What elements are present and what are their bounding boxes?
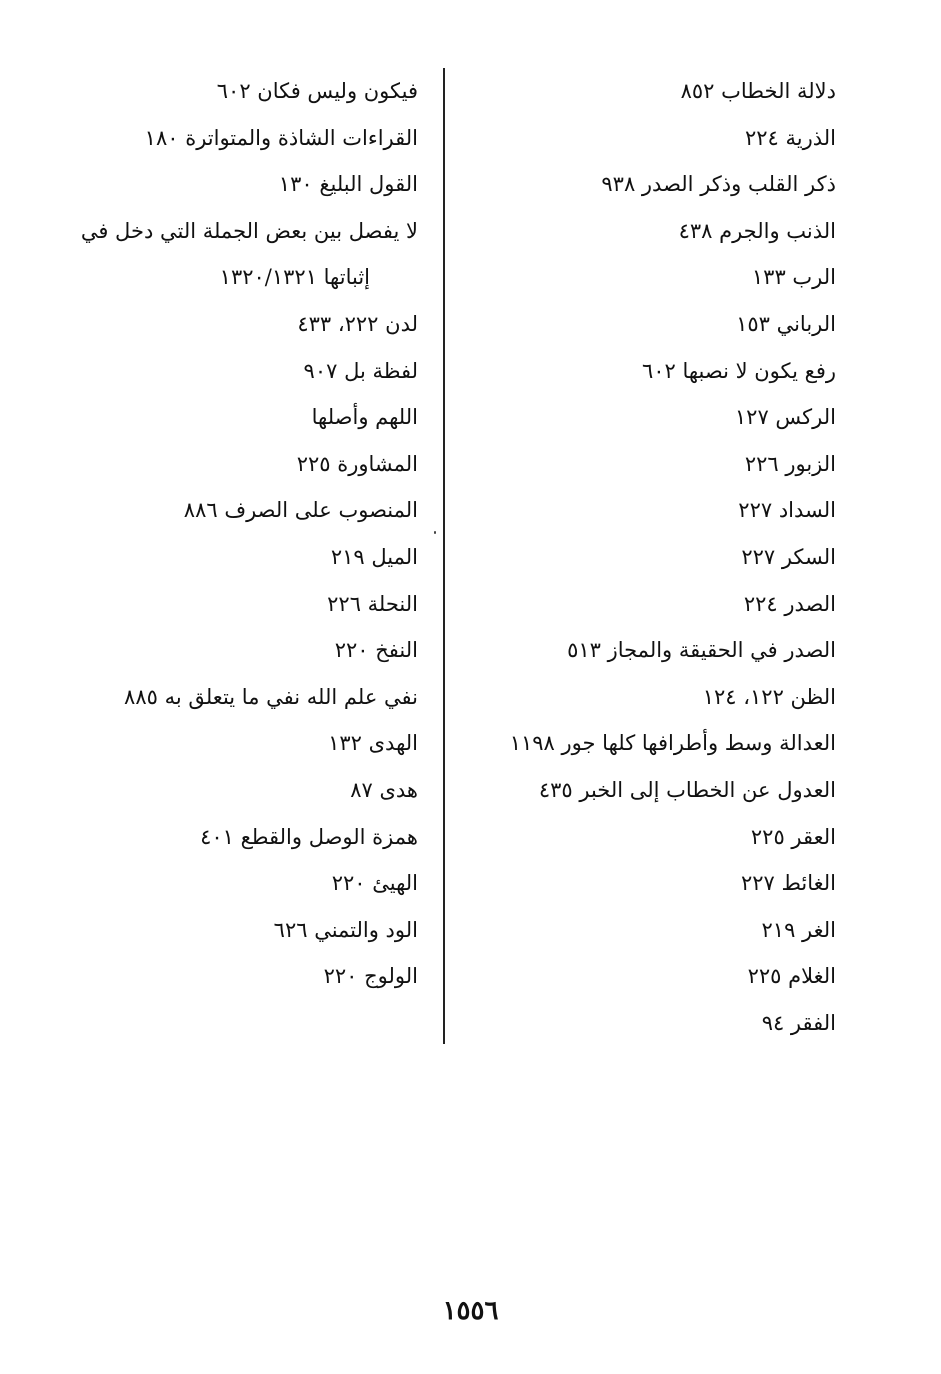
index-entry: الغائط ٢٢٧ (740, 871, 836, 896)
index-entry: اللهم وأصلها (311, 405, 418, 430)
index-entry: المشاورة ٢٢٥ (296, 451, 418, 476)
index-entry: السداد ٢٢٧ (738, 498, 836, 523)
index-entry: الذرية ٢٢٤ (744, 125, 836, 150)
index-entry: ذكر القلب وذكر الصدر ٩٣٨ (601, 172, 836, 197)
index-entry: الغر ٢١٩ (761, 917, 836, 942)
index-entry: الصدر في الحقيقة والمجاز ٥١٣ (567, 638, 836, 663)
index-entry: الظن ١٢٢، ١٢٤ (702, 684, 836, 709)
index-entry: القول البليغ ١٣٠ (278, 172, 418, 197)
index-entry: هدى ٨٧ (350, 777, 418, 802)
index-entry: الولوج ٢٢٠ (323, 964, 418, 989)
index-entry: النفخ ٢٢٠ (334, 638, 418, 663)
index-entry: السكر ٢٢٧ (741, 544, 836, 569)
index-column-left (38, 68, 418, 1000)
scan-speck (434, 531, 436, 534)
index-entry: الهيئ ٢٢٠ (331, 871, 418, 896)
index-entry: المنصوب على الصرف ٨٨٦ (183, 498, 418, 523)
index-entry: القراءات الشاذة والمتواترة ١٨٠ (144, 125, 418, 150)
index-entry: الميل ٢١٩ (330, 544, 418, 569)
index-entry: الرب ١٣٣ (751, 265, 836, 290)
index-entry: نفي علم الله نفي ما يتعلق به ٨٨٥ (124, 684, 418, 709)
index-entry: الفقر ٩٤ (761, 1010, 836, 1035)
index-entry: الود والتمني ٦٢٦ (273, 917, 418, 942)
index-entry: النحلة ٢٢٦ (327, 591, 418, 616)
index-entry: الذنب والجرم ٤٣٨ (678, 218, 836, 243)
index-entry: لفظة بل ٩٠٧ (303, 358, 418, 383)
index-entry: الرباني ١٥٣ (736, 311, 836, 336)
index-entry: رفع يكون لا نصبها ٦٠٢ (641, 358, 836, 383)
index-entry: العدالة وسط وأطرافها كلها جور ١١٩٨ (509, 731, 836, 756)
index-entry: الغلام ٢٢٥ (747, 964, 836, 989)
index-entry: الركس ١٢٧ (734, 405, 836, 430)
index-entry: الزبور ٢٢٦ (744, 451, 836, 476)
index-entry: دلالة الخطاب ٨٥٢ (680, 79, 836, 103)
index-entry: الهدى ١٣٢ (328, 731, 418, 756)
index-entry: العدول عن الخطاب إلى الخبر ٤٣٥ (538, 777, 836, 802)
page-number: ١٥٥٦ (442, 1296, 499, 1326)
index-entry: همزة الوصل والقطع ٤٠١ (200, 824, 418, 849)
index-entry: فيكون وليس فكان ٦٠٢ (216, 79, 418, 103)
index-entry: العقر ٢٢٥ (750, 824, 836, 849)
index-entry-continuation: إثباتها ١٣٢٠/١٣٢١ (219, 265, 370, 290)
column-divider (443, 68, 445, 1044)
index-entry: لدن ٢٢٢، ٤٣٣ (297, 311, 418, 336)
index-entry: الصدر ٢٢٤ (743, 591, 836, 616)
index-entry: لا يفصل بين بعض الجملة التي دخل في (80, 218, 418, 243)
index-column-right (491, 68, 836, 1046)
